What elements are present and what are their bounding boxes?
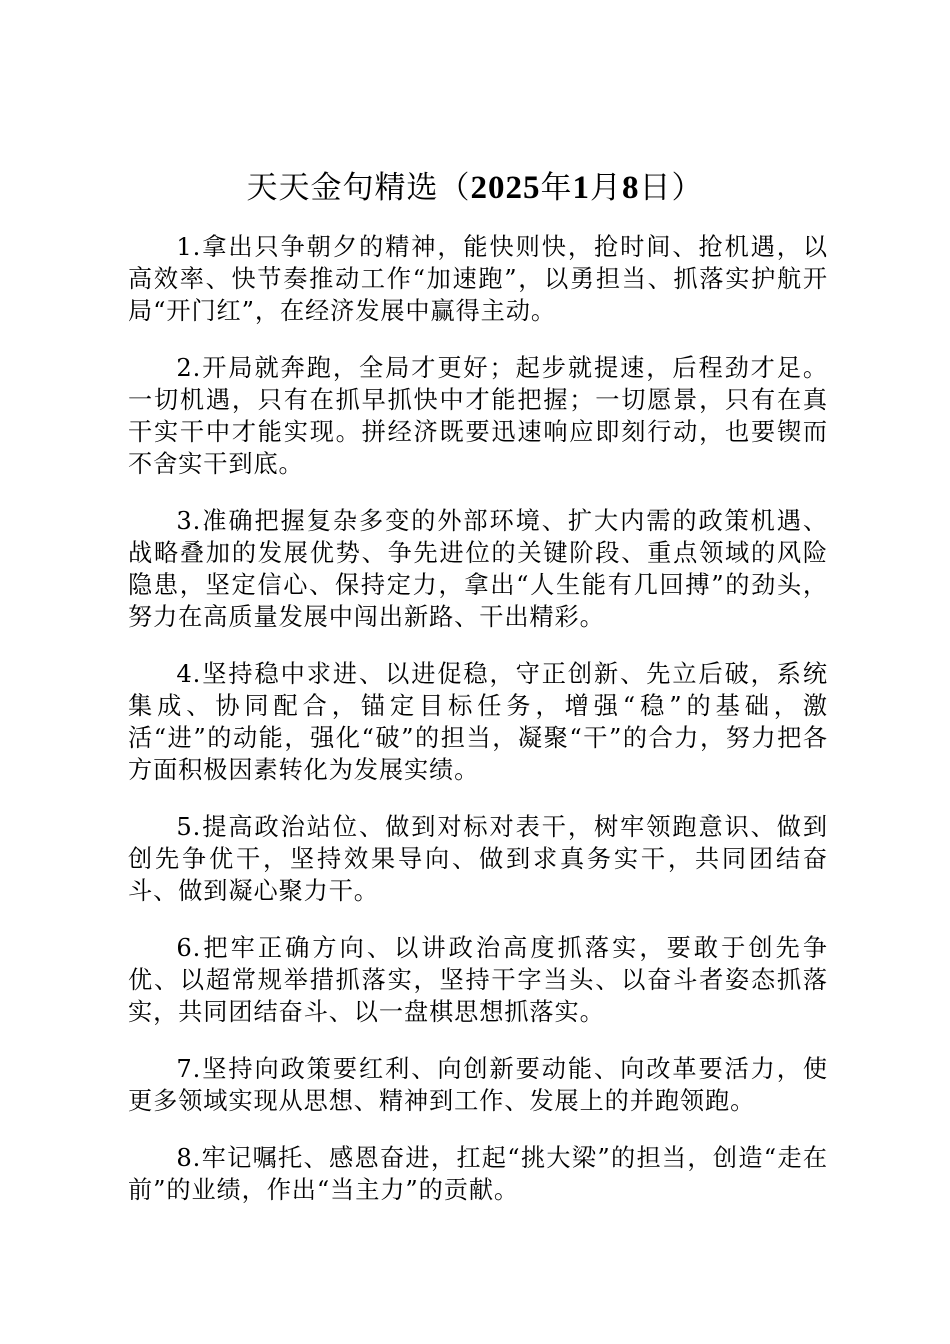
document-body [128,231,828,1231]
paragraph-1: 1.拿出只争朝夕的精神，能快则快，抢时间、抢机遇，以高效率、快节奏推动工作“加速跑”，以勇担当、抓落实护航开局“开门红”，在经济发展中赢得主动。 [128,233,828,325]
paragraph-7: 7.坚持向政策要红利、向创新要动能、向改革要活力，使更多领域实现从思想、精神到工作、发展上的并跑领跑。 [128,1055,828,1115]
paragraph-6: 6.把牢正确方向、以讲政治高度抓落实，要敢于创先争优、以超常规举措抓落实，坚持干字当头、以奋斗者姿态抓落实，共同团结奋斗、以一盘棋思想抓落实。 [128,934,828,1026]
paragraph-4: 4.坚持稳中求进、以进促稳，守正创新、先立后破，系统集成、协同配合，锚定目标任务，增强“稳”的基础，激活“进”的动能，强化“破”的担当，凝聚“干”的合力，努力把各方面积极因素转化为发展实绩。 [128,660,828,784]
paragraph-3: 3.准确把握复杂多变的外部环境、扩大内需的政策机遇、战略叠加的发展优势、争先进位的关键阶段、重点领域的风险隐患，坚定信心、保持定力，拿出“人生能有几回搏”的劲头，努力在高质量发展中闯出新路、干出精彩。 [128,507,828,631]
title-month-unit: 月 [590,170,622,206]
title-month: 1 [572,170,590,206]
title-year: 2025 [470,170,541,206]
title-prefix: 天天金句精选（ [246,170,471,206]
page-title [0,166,950,210]
paragraph-2: 2.开局就奔跑，全局才更好；起步就提速，后程劲才足。一切机遇，只有在抓早抓快中才能把握；一切愿景，只有在真干实干中才能实现。拼经济既要迅速响应即刻行动，也要锲而不舍实干到底。 [128,354,828,478]
paragraph-8: 8.牢记嘱托、感恩奋进，扛起“挑大梁”的担当，创造“走在前”的业绩，作出“当主力”的贡献。 [128,1144,828,1204]
title-day: 8 [622,170,640,206]
paragraph-5: 5.提高政治站位、做到对标对表干，树牢领跑意识、做到创先争优干，坚持效果导向、做到求真务实干，共同团结奋斗、做到凝心聚力干。 [128,813,828,905]
title-year-unit: 年 [540,170,573,206]
title-day-unit: 日） [639,170,704,206]
